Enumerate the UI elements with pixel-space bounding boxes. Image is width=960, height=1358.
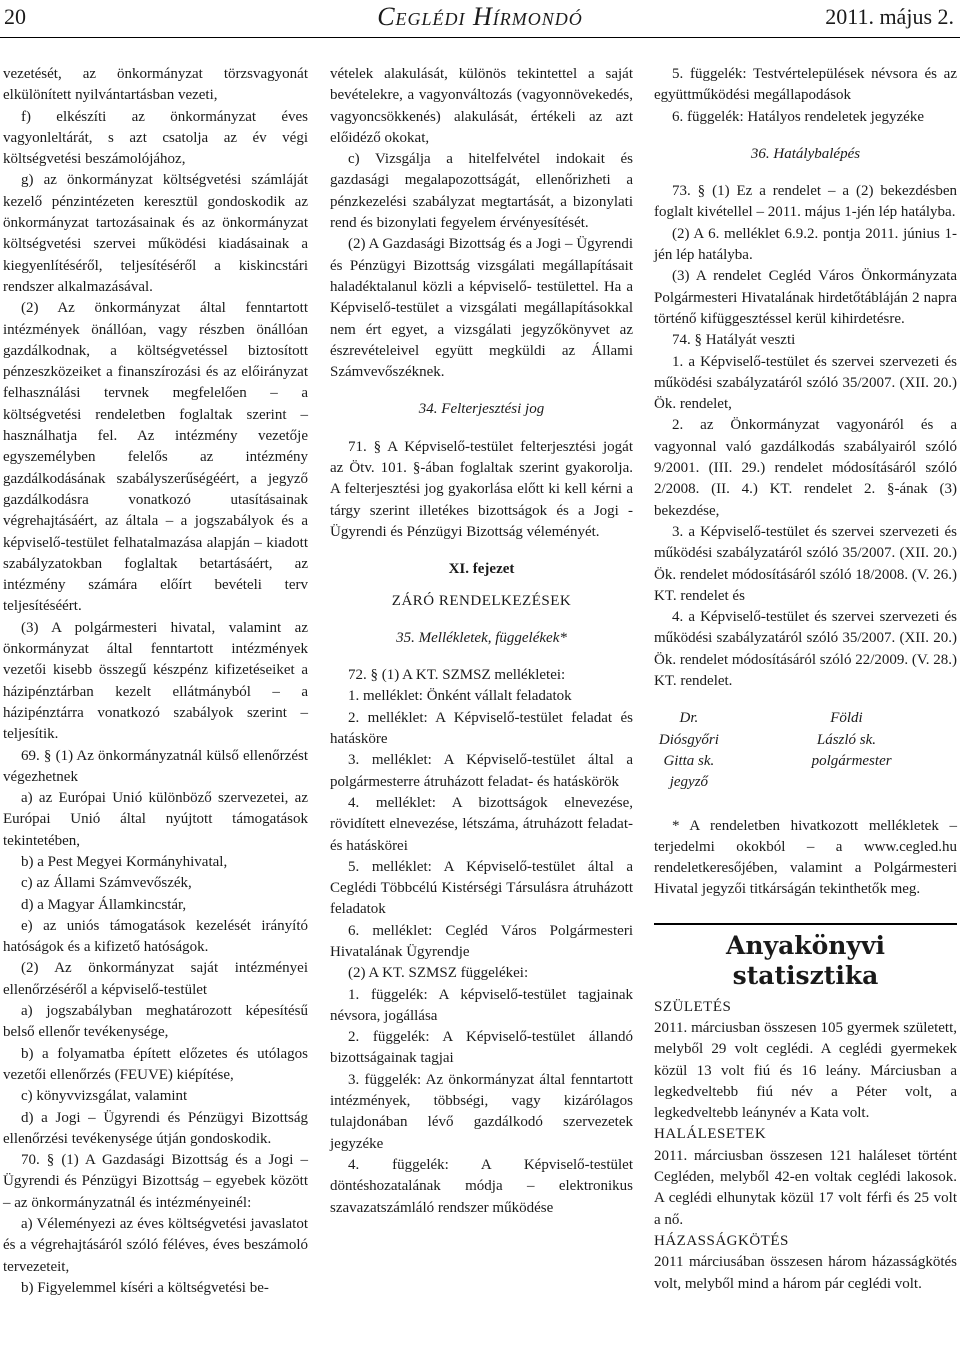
paragraph: 74. § Hatályát veszti	[672, 332, 796, 349]
marriages-text: 2011 márciusában összesen három házasságkötés volt, melyből mind a három pár ceglédi volt.	[654, 1254, 957, 1292]
marriages-heading: HÁZASSÁGKÖTÉS	[654, 1232, 789, 1249]
paragraph: 6. melléklet: Cegléd Város Polgármesteri Hivatalának Ügyrendje	[330, 922, 633, 960]
paragraph: (2) A 6. melléklet 6.9.2. pontja 2011. június 1-jén lép hatályba.	[654, 225, 957, 264]
column-1	[3, 64, 308, 1299]
signature-block	[654, 708, 957, 793]
paragraph: 1. melléklet: Önként vállalt feladatok	[348, 688, 572, 705]
header-rule	[0, 37, 960, 38]
page-number: 20	[4, 4, 26, 29]
paragraph: g) az önkormányzat költségvetési számláját kezelő pénzintézeten keresztül gondoskodik az önkormányzat tartozásainak és az önkormányzat költségvetési szervei működési kiadásainak a kiegyenlítéséről, teljesítéséről a kiskincstári rendszer alkalmazásával.	[3, 172, 308, 295]
signer-title: jegyző	[669, 774, 709, 791]
paragraph: a) Véleményezi az éves költségvetési javaslatot és a végrehajtásáról szóló féléves, éves beszámoló tervezeteit,	[3, 1216, 308, 1275]
paragraph: 2. függelék: A Képviselő-testület állandó bizottságainak tagjai	[330, 1029, 633, 1067]
paragraph: 69. § (1) Az önkormányzatnál külső ellenőrzést végezhetnek	[3, 747, 308, 785]
chapter-subtitle: ZÁRÓ RENDELKEZÉSEK	[391, 592, 572, 609]
paragraph: 6. függelék: Hatályos rendeletek jegyzéke	[672, 108, 924, 125]
deaths-text: 2011. márciusban összesen 121 haláleset történt Cegléden, melyből 42-en voltak ceglédi lakosok. A ceglédi elhunytak közül 17 volt férfi és 25 volt a nő.	[654, 1147, 957, 1228]
publication-title: Ceglédi Hírmondó	[377, 2, 583, 31]
column-3	[654, 64, 957, 1295]
signer-name: Földi László sk.	[816, 710, 877, 748]
paragraph: c) az Állami Számvevőszék,	[21, 875, 192, 892]
paragraph: 4. a Képviselő-testület és szervei szervezeti és működési szabályzatáról szóló 35/2007. (XII. 20.) Ök. rendelet módosításáról szóló 22/2009. (V. 28.) KT. rendelet.	[654, 609, 958, 690]
paragraph: (3) A rendelet Cegléd Város Önkormányzata Polgármesteri Hivatalának hirdetőtábláján 2 napra történő kifüggesztéssel kerül kihirdetésre.	[654, 268, 957, 327]
paragraph: 70. § (1) A Gazdasági Bizottság és a Jogi – Ügyrendi és Pénzügyi Bizottság – egyebek között – az önkormányzatnál és intézményeinél:	[3, 1152, 308, 1211]
paragraph: b) Figyelemmel kíséri a költségvetési be-	[21, 1279, 269, 1296]
paragraph: c) Vizsgálja a hitelfelvétel indokait és gazdasági megalapozottságát, ellenőrizheti a pénzkezelési szabályzat megtartását, a bizonylati rend és bizonylati fegyelem érvényesítését.	[330, 151, 633, 232]
paragraph: c) könyvvizsgálat, valamint	[21, 1088, 188, 1105]
paragraph: 5. melléklet: A Képviselő-testület által a Ceglédi Többcélú Kistérségi Társulásra átruházott feladatok	[330, 858, 633, 918]
paragraph: 3. függelék: Az önkormányzat által fenntartott intézmények, többségi, vagy kizárólagos tulajdonában lévő gazdálkodó szervezetek jegyzéke	[330, 1071, 633, 1152]
paragraph: (3) A polgármesteri hivatal, valamint az önkormányzat által fenntartott intézmények vezetői kisebb összegű készpénz kifizetéseiket a házipénztárban kezelt ellátmányból – a házipénztárra vonatkozó szabályok szerint – teljesítik.	[3, 619, 308, 743]
paragraph: 1. függelék: A képviselő-testület tagjainak névsora, jogállása	[330, 986, 633, 1024]
column-2	[330, 64, 633, 1219]
paragraph: 3. a Képviselő-testület és szervei szervezeti és működési szabályzatáról szóló 35/2007. (XII. 20.) Ök. rendelet módosításáról szóló 18/2008. (V. 26.) KT. rendelet és	[654, 523, 958, 604]
paragraph: d) a Jogi – Ügyrendi és Pénzügyi Bizottság ellenőrzési tevékenysége útján gondoskodik.	[3, 1109, 308, 1147]
signer-title: polgármester	[811, 752, 892, 769]
paragraph: (2) A KT. SZMSZ függelékei:	[348, 965, 529, 982]
paragraph: a) az Európai Unió különböző szervezetei, az Európai Unió által nyújtott támogatások tekintetében,	[3, 790, 308, 849]
paragraph: 71. § A Képviselő-testület felterjesztési jogát az Ötv. 101. §-ában foglaltak szerint gyakorolja. A felterjesztési jog gyakorlása előtt ki kell kérni a tárgy szerint illetékes bizottságok és a Jogi - Ügyrendi és Pénzügyi Bizottság véleményét.	[330, 438, 633, 540]
deaths-heading: HALÁLESETEK	[654, 1126, 767, 1143]
paragraph: 5. függelék: Testvértelepülések névsora és az együttműködési megállapodások	[654, 66, 957, 104]
section-title: 34. Felterjesztési jog	[418, 401, 545, 418]
section-title: 35. Mellékletek, függelékek*	[396, 629, 567, 646]
paragraph: 2. melléklet: A Képviselő-testület feladat és hatásköre	[330, 709, 633, 748]
issue-date: 2011. május 2.	[825, 4, 954, 29]
paragraph: 3. melléklet: A Képviselő-testület által a polgármesterre átruházott feladat- és hatáskörök	[330, 752, 633, 790]
signature-right	[812, 708, 957, 793]
stats-heading: Anyakönyvi statisztika	[654, 923, 957, 991]
paragraph: 1. a Képviselő-testület és szervei szervezeti és működési szabályzatáról szóló 35/2007. (XII. 20.) Ök. rendelet,	[654, 353, 957, 413]
paragraph: 2. az Önkormányzat vagyonáról és a vagyonnal való gazdálkodás szabályairól szóló 9/2001. (III. 29.) rendelet módosításáról szóló 2/2008. (II. 4.) KT. rendelet 2. §-ának (3) bekezdése,	[654, 417, 957, 519]
paragraph: b) a Pest Megyei Kormányhivatal,	[21, 853, 228, 870]
paragraph: (2) A Gazdasági Bizottság és a Jogi – Ügyrendi és Pénzügyi Bizottság vizsgálati megállapításait haladéktalanul közli a képviselő- testülettel. Ha a Képviselő-testület a vizsgálati megállapításokkal nem ért egyet, a vizsgálati jegyzőkönyvet az észrevételeivel együtt megküldi az Állami Számvevőszéknek.	[330, 236, 633, 381]
paragraph: d) a Magyar Államkincstár,	[21, 896, 187, 913]
paragraph: 4. melléklet: A bizottságok elnevezése, rövidített elnevezése, létszáma, átruházott feladat- és hatáskörei	[330, 794, 633, 854]
paragraph: vételek alakulását, különös tekintettel a saját bevételekre, a vagyonváltozás (vagyonnövekedés, vagyoncsökkenés) alakulását, értékeli az azt előidéző okokat,	[330, 66, 633, 146]
paragraph: vezetését, az önkormányzat törzsvagyonát elkülönített nyilvántartásban vezeti,	[3, 66, 308, 104]
chapter-title: XI. fejezet	[448, 561, 515, 578]
paragraph: (2) Az önkormányzat saját intézményei ellenőrzéséről a képviselő-testület	[3, 960, 308, 998]
paragraph: 73. § (1) Ez a rendelet – a (2) bekezdésben foglalt kivétellel – 2011. május 1-jén lép hatályba.	[654, 183, 957, 221]
births-heading: SZÜLETÉS	[654, 998, 732, 1015]
paragraph: (2) Az önkormányzat által fenntartott intézmények önállóan, vagy részben önállóan gazdálkodnak, a költségvetéssel biztosított pénzeszközeiket a finanszírozási és az előirányzat felhasználási tervnek megfelelően – a költségvetési rendeletben foglaltak szerint – használhatja fel. Az intézmény vezetője egyszemélyben felelős az intézmény gazdálkodásának szabályszerűségéért, a jegyző gazdálkodásra vonatkozó utasításainak végrehajtásáért, az általa – a jogszabályok és a képviselő-testület felhatalmazása alapján – kiadott szabályzatokban foglaltak betartásáért, az intézmény számára előírt bevételi terv teljesítéséért.	[3, 300, 308, 615]
paragraph: 4. függelék: A Képviselő-testület döntéshozatalának módja – elektronikus szavazatszámláló rendszer működése	[330, 1156, 633, 1216]
signer-name: Dr. Diósgyőri Gitta sk.	[658, 710, 719, 769]
page-header	[0, 0, 960, 40]
section-title: 36. Hatálybalépés	[750, 145, 861, 162]
paragraph: 72. § (1) A KT. SZMSZ mellékletei:	[348, 667, 566, 684]
paragraph: f) elkészíti az önkormányzat éves vagyonleltárát, s azt csatolja az év végi költségvetési beszámolójához,	[3, 108, 308, 168]
paragraph: a) jogszabályban meghatározott képesítésű belső ellenőr tevékenysége,	[3, 1003, 308, 1041]
births-text: 2011. márciusban összesen 105 gyermek született, melyből 29 volt ceglédi. A ceglédi gyermekek közül 13 volt fiú és 16 leány. Márciusban a legkedveltebb fiú név a Péter volt, a legkedveltebb leánynév a Kata volt.	[654, 1019, 957, 1122]
signature-left	[654, 708, 799, 793]
paragraph: e) az uniós támogatások kezelését irányító hatóságok és a kifizető hatóságok.	[3, 917, 308, 956]
footnote: * A rendeletben hivatkozott mellékletek – terjedelmi okokból – a www.cegled.hu rendeletkeresőjében, valamint a Polgármesteri Hivatal jegyzői titkárságán tekinthetők meg.	[654, 817, 957, 898]
paragraph: b) a folyamatba épített előzetes és utólagos vezetői ellenőrzés (FEUVE) kiépítése,	[3, 1045, 308, 1083]
